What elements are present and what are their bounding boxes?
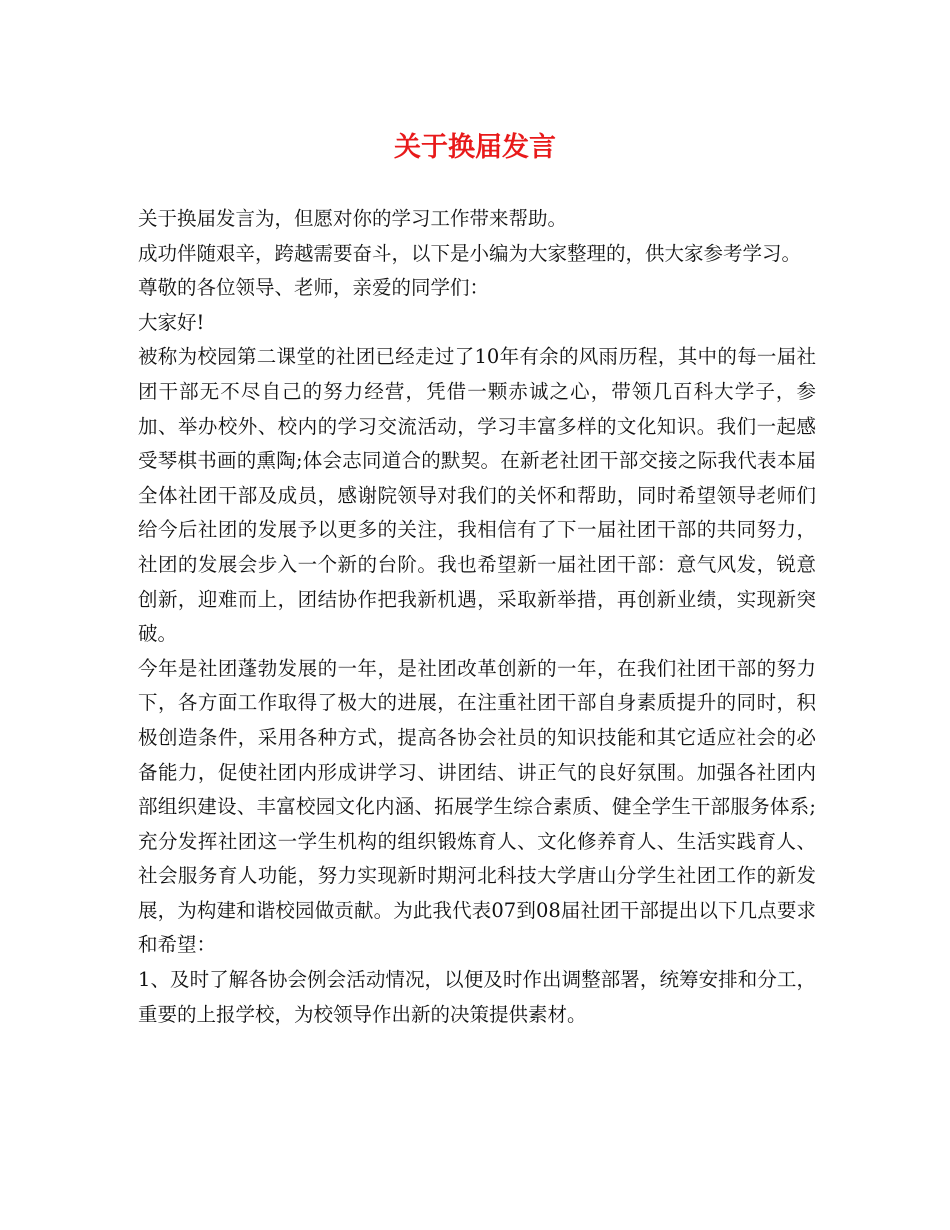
paragraph-preface: 成功伴随艰辛，跨越需要奋斗，以下是小编为大家整理的，供大家参考学习。 (138, 241, 802, 265)
paragraph-development: 今年是社团蓬勃发展的一年，是社团改革创新的一年，在我们社团干部的努力下，各方面工作取得了极大的进展，在注重社团干部自身素质提升的同时，积极创造条件，采用各种方式，提高各协会社员的知识技能和其它适应社会的必备能力，促使社团内形成讲学习、讲团结、讲正气的良好氛围。加强各社团内部组织建设、丰富校园文化内涵、拓展学生综合素质、健全学生干部服务体系;充分发挥社团这一学生机构的组织锻炼育人、文化修养育人、生活实践育人、社会服务育人功能，努力实现新时期河北科技大学唐山分学生社团工作的新发展，为构建和谐校园做贡献。为此我代表07到08届社团干部提出以下几点要求和希望： (138, 656, 816, 957)
paragraph-requirement-1: 1、及时了解各协会例会活动情况，以便及时作出调整部署，统筹安排和分工，重要的上报学校，为校领导作出新的决策提供素材。 (138, 968, 816, 1026)
document-body (138, 202, 816, 1032)
paragraph-greeting: 大家好! (138, 310, 205, 334)
paragraph-history: 被称为校园第二课堂的社团已经走过了10年有余的风雨历程，其中的每一届社团干部无不尽自己的努力经营，凭借一颗赤诚之心，带领几百科大学子，参加、举办校外、校内的学习交流活动，学习丰富多样的文化知识。我们一起感受琴棋书画的熏陶;体会志同道合的默契。在新老社团干部交接之际我代表本届全体社团干部及成员，感谢院领导对我们的关怀和帮助，同时希望领导老师们给今后社团的发展予以更多的关注，我相信有了下一届社团干部的共同努力，社团的发展会步入一个新的台阶。我也希望新一届社团干部：意气风发，锐意创新，迎难而上，团结协作把我新机遇，采取新举措，再创新业绩，实现新突破。 (138, 345, 816, 646)
paragraph-salutation: 尊敬的各位领导、老师，亲爱的同学们： (138, 276, 490, 300)
paragraph-intro: 关于换届发言为，但愿对你的学习工作带来帮助。 (138, 207, 568, 230)
document-title: 关于换届发言 (394, 132, 556, 163)
